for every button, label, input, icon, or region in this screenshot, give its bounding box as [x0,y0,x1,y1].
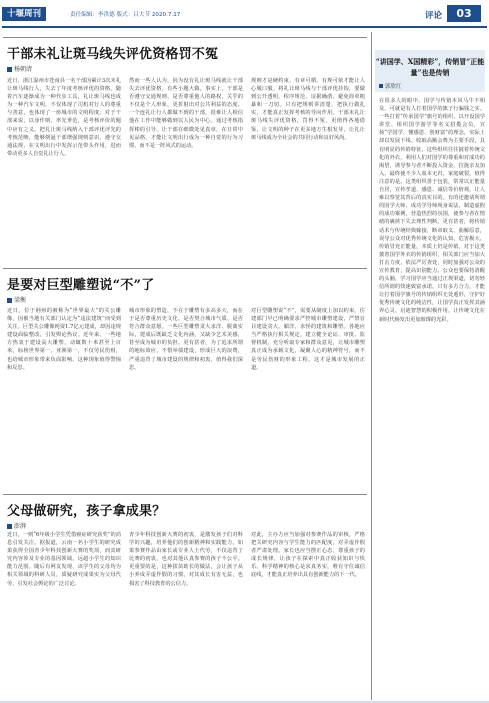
section-name: 评论 [425,11,443,21]
sidebar-article [375,32,489,703]
article-2 [0,268,367,489]
article-headline: 父母做研究，孩子拿成果？ [7,504,166,519]
article-1 [0,37,367,263]
article-3 [0,494,367,703]
article-body [7,77,365,259]
editor-credits: 责任编辑：李洪德 版式：吕大节 2020.7.17 [70,12,181,18]
article-byline: 杨朝清 [7,64,32,73]
article-body [7,307,365,485]
masthead [0,0,489,28]
article-headline: 是要对巨型雕塑说“不”了 [7,278,155,293]
article-column: 然而一些人认为，因为没有礼让斑马线就让干部失去评优资格，有些小题大做。事实上，干部是否遵守交通规则、是否尊重他人的路权，关乎的不仅是个人形象，更折射出对公共利益的态度。一个连礼让行人都做不到的干部，很难让人相信他在工作中能够做到以人民为中心。通过考核指挥棒的引导，让干部在细微处见真章，在日常中见品格，才能让文明出行成为一种自觉的行为习惯，而不是一阵风式的运动。 [129,78,243,149]
article-body [7,531,365,699]
article-column: 近日，位于荆州的被称为“世界最大”的关公雕像，因被当地有关部门认定为“违法建筑”而受到关注。巨型关公雕像耗资1.7亿元建成，却因违规建设面临整改，引发舆论热议。近年来，一些地方热衷于建设高大雕塑，动辄数十米甚至上百米，标榜世界第一、亚洲第一，不仅劳民伤财，也给城市形象带来负面影响，这种现象值得警惕和反思。 [7,308,121,371]
article-column: 规则才是硬约束，有章可循、有规可依才能让人心服口服。将礼让斑马线与干部评优挂钩，要做到公开透明、程序规范、证据确凿，避免简单粗暴和一刀切。只有把规则讲清楚、把执行做扎实，才能真正发挥考核的导向作用。干部未礼让斑马线失评优资格，罚得不冤，更值得各地借鉴，让文明的种子在更多地方生根发芽，让礼让斑马线成为全社会的共同行动和良好风尚。 [251,78,365,141]
header-divider [2,26,487,28]
article-byline: 澎湃 [7,521,26,530]
article-column: 青少年科技创新大赛的初衷，是激发孩子们对科学的兴趣，培养他们的创新精神和实践能力。如果参赛作品由家长或专业人士代劳，不仅违背了比赛的初衷，也对其他认真参赛的孩子不公平。更重要的是，这种拔苗助长的做法，会让孩子从小养成弄虚作假的习惯，对其成长有害无益，也损害了科技教育的公信力。 [129,532,243,587]
column-divider [371,32,372,700]
sidebar-body: 在很多人的眼中，国学与传销本风马牛不相及，可就是有人打着国学的旗子行骗钱之实。一些打着“传承国学”旗号的组织，以开设国学讲堂、组织国学游学等名义招揽会员，宣扬“学国学、懂感恩、创财富”的理念，实际上却以发展下线、收取高额会费为主要手段，具有明显的传销特征。这些组织往往披着传统文化的外衣，利用人们对国学的尊重和对成功的渴望，诱导参与者不断投入资金，拉拢亲友加入，最终使不少人血本无归，家庭破裂。值得注意的是，这类组织善于包装，常常以正能量自居，宣传孝道、感恩、诚信等价值观，让人难以察觉其背后的真实目的。有的还邀请所谓的国学大师、成功学导师现身说法，制造虚假的成功案例，营造热烈的氛围，使参与者在情绪的裹挟下失去理性判断。更有甚者，将传销话术与传统经典嫁接，断章取义、曲解原意，误导公众对优秀传统文化的认知，危害极大。传销冒充正能量，本质上仍是传销。对于这类披着国学外衣的传销组织，相关部门应当加大打击力度，依法严厉查处，同时加强对公众的宣传教育，提高识别能力。公众也要保持清醒的头脑，学习国学应当通过正规渠道，切勿轻信所谓的快速致富承诺。只有多方合力，才能让打着国学旗号的传销组织无处遁形，守护好优秀传统文化的纯洁性，让国学真正发挥其涵养心灵、启迪智慧的积极作用，让传统文化在新时代焕发出更加璀璨的光彩。 [379,98,485,323]
article-column: 近日，一则“6年级小学生凭借癌症研究获奖”的消息引发关注。据报道，云南一名小学生的研究成果获得全国青少年科技创新大赛的奖项，而其研究内容涉及专业的基因领域，远超小学生的知识能力范围。随后有网友发现，该学生的父母均为相关领域的科研人员，质疑研究成果实为父母代劳，引发社会舆论的广泛讨论。 [7,532,121,587]
article-headline: 干部未礼让斑马线失评优资格罚不冤 [7,47,219,62]
article-divider [3,268,367,269]
newspaper-logo: 十堰周刊 [2,7,46,21]
article-column: 近日，浙江温州市苍南县一名干部因累计3次未礼让斑马线行人，失去了年度考核评优的资格。随着汽车逐渐成为一种代步工具，礼让斑马线也成为一种汽车文明，不仅体现了司机对行人的尊重与善意，也体现了一座城市的文明程度。对于干部来说，以身作则、率先垂范，是考核评价的题中应有之义。把礼让斑马线纳入干部评优评先的考核范畴，能够倒逼干部增强规则意识、遵守交通法规，在文明出行中发挥示范带头作用，进而带动更多人自觉礼让行人。 [7,78,121,157]
article-column: 对巨型雕塑说“不”，需要从制度上加以约束。住建部门早已明确要求严控城市雕塑建设，严禁盲目建设贪大、媚洋、求怪的建筑和雕塑。各地应当严格执行相关规定，建立健全论证、审批、监督机制，充分听取专家和群众意见，让城市雕塑真正成为承载文化、凝聚人心的精神符号，而不是劳民伤财的形象工程，这才是城市发展的正道。 [251,308,365,371]
sidebar-byline: 郭欣红 [379,82,402,90]
article-byline: 梁衡 [7,295,26,304]
page-number-badge: 03 [447,5,481,22]
article-divider [3,494,367,495]
article-column: 城市形象的塑造，不在于雕塑有多高多大，而在于是否尊重历史文化、是否契合城市气质、是否符合群众意愿。一些巨型雕塑贪大求洋、脱离实际，建成后既缺乏文化内涵，又缺少艺术美感，甚至成为城市的负担。更有甚者，为了追求所谓的地标效应，不惜举债建设，形成巨大的浪费，严重违背了城市建设的规律和初衷，值得我们深思。 [129,308,243,371]
article-divider [3,37,367,38]
sidebar-headline: “讲国学、X国精彩”，传销冒“正能量”也是传销 [375,57,485,77]
article-column: 对此，主办方应当加强对参赛作品的审核，严格把关研究内容与学生能力的匹配度，对弄虚作假者严肃处理。家长也应当摆正心态，尊重孩子的成长规律，让孩子在探索中真正收获知识与快乐。科学精神的核心是求真务实，唯有守住诚信底线，才能真正培养出具有创新能力的下一代。 [251,532,365,579]
